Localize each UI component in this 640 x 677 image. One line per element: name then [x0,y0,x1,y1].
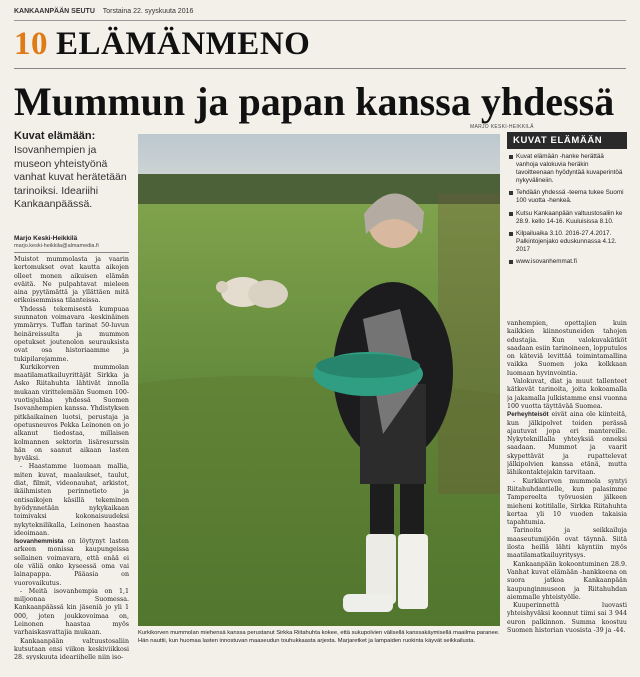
paragraph-text: on löytynyt lasten arkeen monissa kaupungeissa sellainen voimavara, että enää ei ole väliä onko kyseessä oma vai lainapappa. Pääasia on vuorovaikutus. [14,538,129,587]
sidebar-item: Tehdään yhdessä -teema tukee Suomi 100 vuotta -henkeä. [509,189,625,205]
paragraph: - Meitä isovanhempia on 1,1 miljoonaa Suomessa. Kankaanpäässä kin jäseniä jo yli 1 000, joten joukkovoimaa on, Leinonen haastaa myös varhaiskasvattajia mukaan. [14,587,129,637]
paragraph: Valokuvat, diat ja muut tallenteet kätkevät tarinoita, joita kokoamalla ja jakamalla julkistamme ensi vuonna 100 vuotta täyttävää Suomea. [507,378,627,410]
photo-credit: MARJO KESKI-HEIKKILÄ [470,124,534,130]
lead-paragraph: Isovanhempien ja museon yhteistyönä vanhat kuvat herätetään tarinoiksi. Ideariihi Kankaanpäässä. [14,144,127,210]
publication-name: KANKAANPÄÄN SEUTU [14,8,95,15]
paragraph: Kurkikorven mummolan maatilamatkailuyrittäjät Sirkka ja Asko Riitahuhta lähtivät innolla mukaan virittelemään Suomen 100-vuotisjuhlaa yhdessä Suomen Isovanhempien kanssa. Yhdistyksen pitkäaikainen luotsi, perustaja ja opetusneuvos Pekka Leinonen on jo alkanut tiedostaa, millaisen kolmannen sektorin lisäresurssin hän on saanut aikaan lasten hyväksi. [14,363,129,463]
photo-caption: Kurkikorven mummolan miehensä kanssa perustanut Sirkka Riitahuhta kokee, että sukupolvien välisellä kanssakäymisellä maailma paranee. Hän nauttii, kun huomaa lasten innostuvan maaseudun touhukkaasta arjesta. Marjaretket ja lampaiden ruokinta käyvät seikkailusta. [138,630,500,644]
page-header [14,8,626,21]
body-column-3 [507,320,627,660]
paragraph: - Kurkikorven mummola syntyi Riitahuhdantielle, kun palasimme Tampereelta työvuosien jälkeen mieheni kotitilalle, Sirkka Riitahuhta kertaa yli 10 vuoden takaisia tapahtumia. [507,477,627,527]
sidebar-list [507,149,627,266]
issue-date: Torstaina 22. syyskuuta 2016 [102,8,194,15]
section-number: 10 [14,26,48,62]
paragraph: Yhdessä tekemisestä kumpuaa suunnaton voimavara -keskinäinen ymmärrys. Tuffan tarinat 50-luvun heinäreissulta ja mummon opetukset joutenolon seurauksista ovat osa historiaamme ja tukipilarejamme. [14,305,129,363]
section-divider [14,68,626,69]
paragraph-text: eivät aina ole kiinteitä, kun jälkipolvet toiden perässä ajautuvat jopa eri mantereille. Nykyteknillalla yhteyksiä onneksi saadaan. Mummot ja vaarit skypettävät ja rupattelevat jälkipolvien kanssa etänä, mutta lähikontaktejakin tarvitaan. [507,411,627,477]
paragraph: Kuuperinnettä luovasti yhteishyväksi koonnut tiimi sai 3 944 euron palkinnon. Summa koostuu Suomen historian vuosista -39 ja -44. [507,602,627,634]
photo-illustration [138,134,500,626]
headline: Mummun ja papan kanssa yhdessä [14,79,615,124]
paragraph: vanhempien, opettajien kuin kaikkien kiinnostuneiden tahojen edustajia. Kun valokuvakätköt saadaan esiin tarinoineen, lopputulos on käteviä levittää toimintamallina vaikka Suomen joka kolkkaan luomaan hyvinvointia. [507,320,627,377]
paragraph: Tarinoita ja seikkailuja maaseutumijöön ovat täynnä. Siitä ilosta heillä lähti käyntiin myös maatilamatkailuyritysys. [507,527,627,560]
body-column-1 [14,256,129,660]
section-title [14,26,310,62]
paragraph [14,538,129,588]
paragraph [507,411,627,477]
byline-divider [14,252,129,253]
subhead-lead: Perheyhteisöt [507,411,549,419]
sidebar-item: Kutsu Kankaanpään valtuustosaliin ke 28.9. kello 14-16. Kuuluisissa 8.10. [509,210,625,226]
sidebar-item: Kuvat elämään -hanke herättää vanhoja valokuvia heräkin tavoitteenaan hyödyntää kuvaperintöä nykyvälineiin. [509,153,625,185]
section-word: ELÄMÄNMENO [56,26,311,62]
article-photo [138,134,500,626]
author-email: marjo.keski-heikkila@almamedia.fi [14,243,99,249]
sidebar-item: Kilpailuaika 3.10. 2016-27.4.2017. Palkintojenjako eduskunnassa 4.12. 2017 [509,230,625,254]
sidebar-title: KUVAT ELÄMÄÄN [507,132,627,149]
byline: Marjo Keski-Heikkilä [14,235,78,242]
sidebar-link[interactable]: www.isovanhemmat.fi [509,258,625,266]
paragraph: Kankaanpään kokoontuminen 28.9. Vanhat kuvat elämään -hankkeena on suora jatkoa Kankaanpään kaupunginmuseon ja Riitahuhdan aiemmalle yhteistyölle. [507,560,627,601]
kicker: Kuvat elämään: [14,130,96,142]
paragraph: - Haastamme luomaan mallia, miten kuvat, maalaukset, taulut, diat, filmit, videonauhat, arkistot, ikäihmisten perinnetieto ja entisaikojen käsillä tekeminen hyödynnetään nykykaikaan toimivaksi kokonaisuudeksi nykyteknilikalla, Leinonen haastaa ideoimaan. [14,463,129,537]
subhead-lead: Isovanhemmista [14,538,64,546]
paragraph: Kankaanpään valtuustosaliin kutsutaan ensi viikon keskiviikkosi 28. syyskuuta ideariihelle niin iso- [14,637,129,660]
info-sidebar [507,132,627,316]
paragraph: Muistot mummolasta ja vaarin kertomukset ovat kautta aikojen olleet monen aikuisen elämän eväitä. Ne pulpahtavat mieleen aina pyytämättä ja yllättäen mitä erikoisemmissa tilanteissa. [14,256,129,305]
